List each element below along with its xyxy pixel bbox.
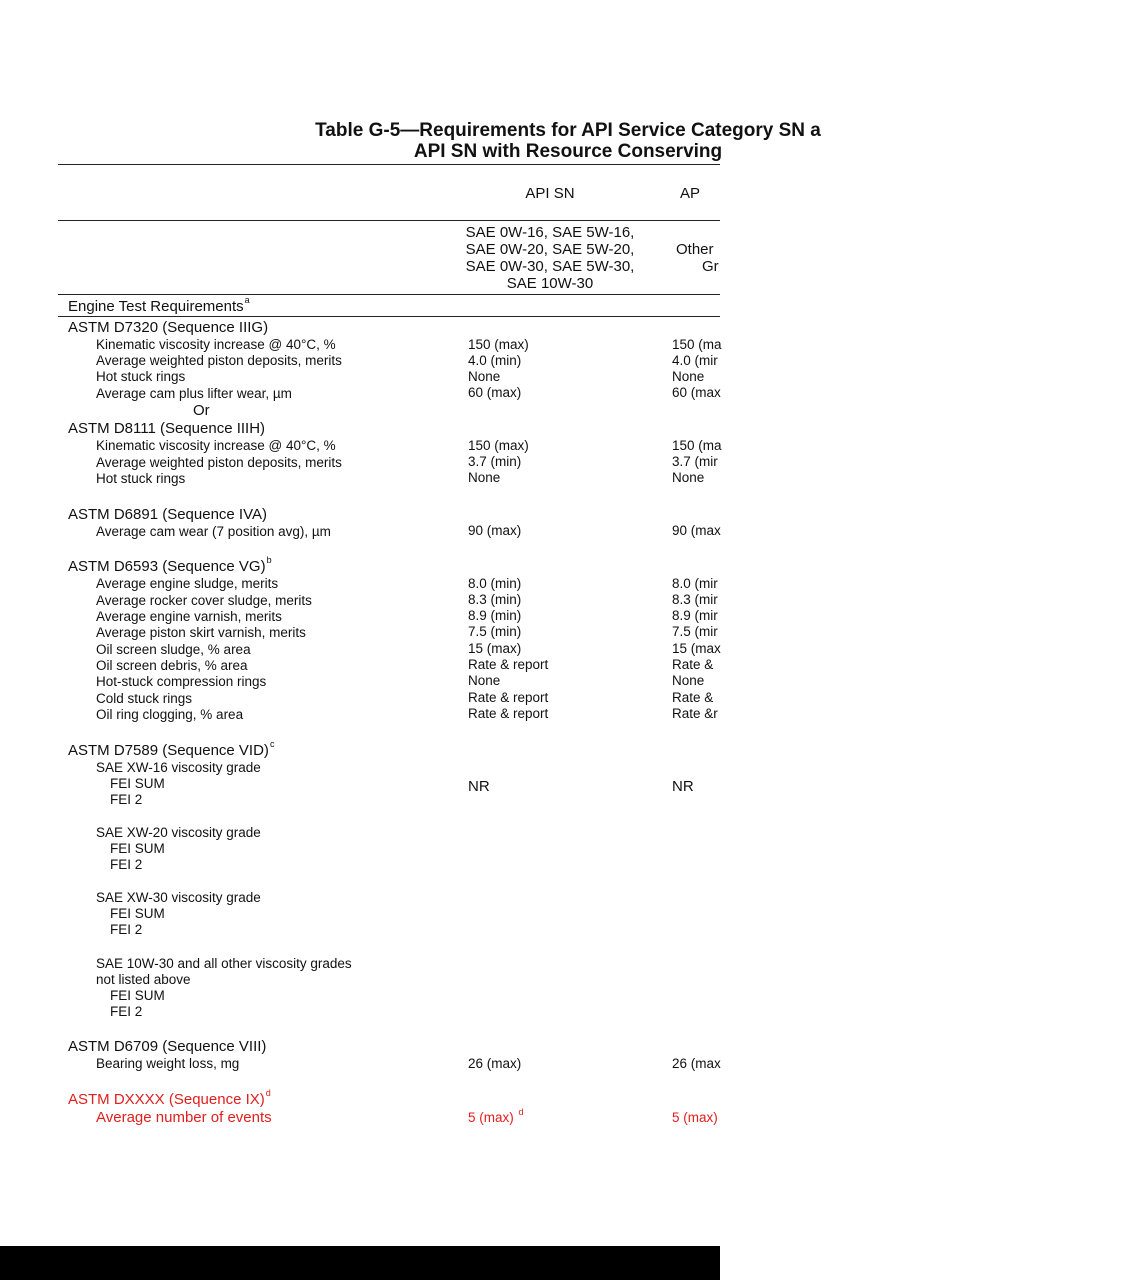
row-value-sn: 90 (max) bbox=[468, 523, 522, 538]
row-value-rc: 8.0 (mir bbox=[672, 576, 718, 591]
row-label: Average weighted piston deposits, merits bbox=[96, 353, 342, 368]
row-value-sn: None bbox=[468, 470, 501, 485]
row-value-sn: 150 (max) bbox=[468, 337, 529, 352]
row-label: Hot stuck rings bbox=[96, 369, 186, 384]
footnote-a: a bbox=[244, 295, 250, 305]
row-value-sn: 5 (max) $^d$ bbox=[468, 1107, 524, 1125]
viscosity-group-label: SAE 10W-30 and all other viscosity grades bbox=[96, 956, 352, 971]
row-label: Oil screen debris, % area bbox=[96, 658, 248, 673]
group-item: FEI 2 bbox=[110, 922, 143, 937]
row-label: Kinematic viscosity increase @ 40°C, % bbox=[96, 337, 336, 352]
row-label: Average engine varnish, merits bbox=[96, 609, 282, 624]
row-value-sn: 8.3 (min) bbox=[468, 592, 522, 607]
row-label: Oil ring clogging, % area bbox=[96, 707, 244, 722]
viscosity-group-label: SAE XW-16 viscosity grade bbox=[96, 760, 261, 775]
row-value-sn: 8.0 (min) bbox=[468, 576, 522, 591]
rule-engine bbox=[58, 316, 720, 317]
row-value-sn: 3.7 (min) bbox=[468, 454, 522, 469]
system-navigation-bar bbox=[0, 1246, 720, 1280]
column-header-api-sn: API SN bbox=[525, 185, 575, 202]
viscosity-group-label: SAE XW-30 viscosity grade bbox=[96, 890, 261, 905]
row-value-sn: 150 (max) bbox=[468, 438, 529, 453]
row-value-sn: 7.5 (min) bbox=[468, 624, 522, 639]
section-d6593: ASTM D6593 (Sequence VG)$^b$ bbox=[68, 555, 272, 575]
row-value-rc: Rate & bbox=[672, 690, 714, 705]
row-label: Cold stuck rings bbox=[96, 691, 193, 706]
viscosity-grades-line3: SAE 0W-30, SAE 5W-30, bbox=[465, 258, 635, 275]
row-label: Average rocker cover sludge, merits bbox=[96, 593, 312, 608]
section-dxxxx: ASTM DXXXX (Sequence IX)$^d$ bbox=[68, 1088, 271, 1108]
row-value-rc: NR bbox=[672, 778, 694, 795]
rule-visc bbox=[58, 294, 720, 295]
row-value-sn: 8.9 (min) bbox=[468, 608, 522, 623]
row-value-rc: 26 (max bbox=[672, 1056, 721, 1071]
row-label: Average piston skirt varnish, merits bbox=[96, 625, 306, 640]
row-label: Average cam plus lifter wear, µm bbox=[96, 386, 292, 401]
table-title-line2: API SN with Resource Conserving bbox=[413, 141, 723, 162]
or-separator: Or bbox=[193, 402, 210, 419]
row-value-sn: Rate & report bbox=[468, 657, 549, 672]
row-label: Bearing weight loss, mg bbox=[96, 1056, 240, 1071]
row-value-rc: 150 (ma bbox=[672, 438, 722, 453]
row-value-rc: None bbox=[672, 369, 705, 384]
row-label: Average number of events bbox=[96, 1109, 272, 1126]
rule-top bbox=[58, 164, 720, 165]
viscosity-grades-line4: SAE 10W-30 bbox=[506, 275, 594, 292]
group-item: FEI SUM bbox=[110, 988, 165, 1003]
group-item: FEI 2 bbox=[110, 857, 143, 872]
row-value-rc: 150 (ma bbox=[672, 337, 722, 352]
row-label: Average weighted piston deposits, merits bbox=[96, 455, 342, 470]
section-d7589: ASTM D7589 (Sequence VID)$^c$ bbox=[68, 739, 275, 759]
row-value-rc: 7.5 (mir bbox=[672, 624, 718, 639]
engine-test-requirements-heading: Engine Test Requirements$^a$ bbox=[68, 295, 250, 315]
group-item: FEI SUM bbox=[110, 776, 165, 791]
row-value-sn: Rate & report bbox=[468, 690, 549, 705]
row-label: Average cam wear (7 position avg), µm bbox=[96, 524, 331, 539]
row-value-rc: 8.9 (mir bbox=[672, 608, 718, 623]
row-value-rc: 4.0 (mir bbox=[672, 353, 718, 368]
row-value-sn: 15 (max) bbox=[468, 641, 522, 656]
footnote-d: d bbox=[518, 1107, 524, 1117]
table-title-line1: Table G-5—Requirements for API Service Category SN a bbox=[315, 120, 821, 141]
group-item: FEI 2 bbox=[110, 792, 143, 807]
footnote-c: c bbox=[269, 739, 275, 749]
row-value-rc: 90 (max bbox=[672, 523, 721, 538]
row-value-sn: 60 (max) bbox=[468, 385, 522, 400]
row-value-rc: 8.3 (mir bbox=[672, 592, 718, 607]
row-value-rc: None bbox=[672, 470, 705, 485]
row-value-rc: 15 (max bbox=[672, 641, 721, 656]
rule-header bbox=[58, 220, 720, 221]
footnote-b: b bbox=[266, 555, 272, 565]
other-grades-line1: Other bbox=[676, 241, 714, 258]
row-value-rc: 3.7 (mir bbox=[672, 454, 718, 469]
section-d7320: ASTM D7320 (Sequence IIIG) bbox=[68, 319, 269, 336]
section-d6709: ASTM D6709 (Sequence VIII) bbox=[68, 1038, 267, 1055]
footnote-d: d bbox=[265, 1088, 271, 1098]
row-value-sn: Rate & report bbox=[468, 706, 549, 721]
row-value-sn: 26 (max) bbox=[468, 1056, 522, 1071]
section-d8111: ASTM D8111 (Sequence IIIH) bbox=[68, 420, 266, 437]
other-grades-line2: Gr bbox=[702, 258, 719, 275]
row-value-sn: None bbox=[468, 369, 501, 384]
row-value-rc: 5 (max) bbox=[672, 1110, 718, 1125]
row-value-rc: Rate &r bbox=[672, 706, 718, 721]
row-value-sn: 4.0 (min) bbox=[468, 353, 522, 368]
row-label: Hot-stuck compression rings bbox=[96, 674, 267, 689]
row-label: Kinematic viscosity increase @ 40°C, % bbox=[96, 438, 336, 453]
section-d6891: ASTM D6891 (Sequence IVA) bbox=[68, 506, 267, 523]
column-header-api-rc: AP bbox=[680, 185, 701, 202]
row-label: Average engine sludge, merits bbox=[96, 576, 279, 591]
row-label: Hot stuck rings bbox=[96, 471, 186, 486]
viscosity-group-label-cont: not listed above bbox=[96, 972, 191, 987]
row-value-rc: Rate & bbox=[672, 657, 714, 672]
row-value-sn: None bbox=[468, 673, 501, 688]
group-item: FEI 2 bbox=[110, 1004, 143, 1019]
group-item: FEI SUM bbox=[110, 841, 165, 856]
row-value-sn: NR bbox=[468, 778, 490, 795]
group-item: FEI SUM bbox=[110, 906, 165, 921]
viscosity-grades-line2: SAE 0W-20, SAE 5W-20, bbox=[465, 241, 635, 258]
viscosity-group-label: SAE XW-20 viscosity grade bbox=[96, 825, 261, 840]
row-value-rc: None bbox=[672, 673, 705, 688]
viscosity-grades-line1: SAE 0W-16, SAE 5W-16, bbox=[465, 224, 635, 241]
row-label: Oil screen sludge, % area bbox=[96, 642, 251, 657]
row-value-rc: 60 (max bbox=[672, 385, 721, 400]
